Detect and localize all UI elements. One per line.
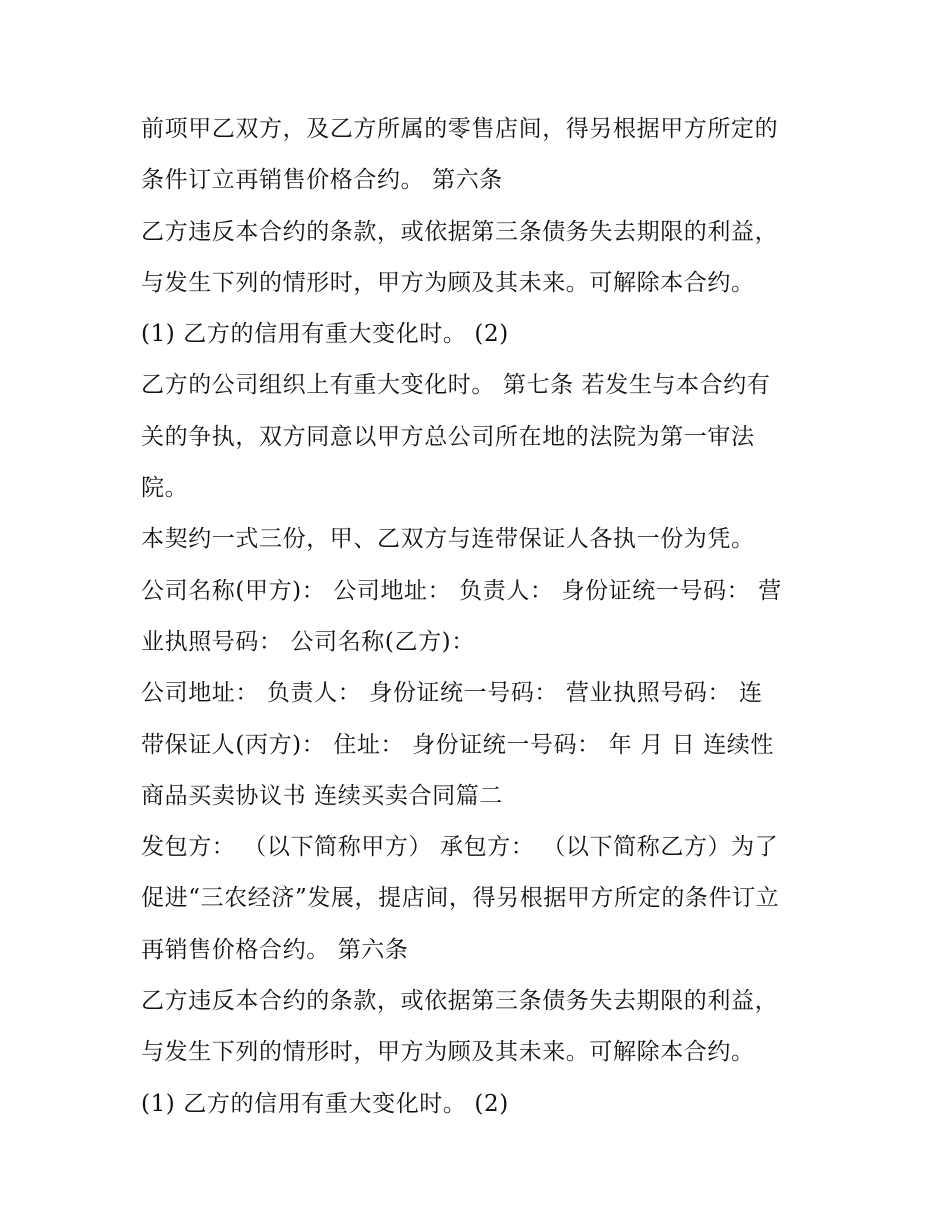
text-line: 带保证人(丙方)： 住址： 身份证统一号码： 年 月 日 连续性 [141,731,775,758]
text-line: 发包方： （以下简称甲方） 承包方： （以下简称乙方）为了 [141,834,779,861]
text-line: 乙方违反本合约的条款，或依据第三条债务失去期限的利益， [141,218,779,245]
text-line: 促进“三农经济”发展，提店间，得另根据甲方所定的条件订立 [141,885,780,912]
text-line: 院。 [141,475,189,502]
text-line: 与发生下列的情形时，甲方为顾及其未来。可解除本合约。 [141,1039,755,1066]
text-line: 公司名称(甲方)： 公司地址： 负责人： 身份证统一号码： 营 [141,577,782,604]
text-line: 公司地址： 负责人： 身份证统一号码： 营业执照号码： 连 [141,680,763,707]
text-line: 前项甲乙双方，及乙方所属的零售店间，得另根据甲方所定的 [141,116,779,142]
document-body [141,104,821,1130]
text-line: 条件订立再销售价格合约。 第六条 [141,167,503,194]
text-line: 乙方的公司组织上有重大变化时。 第七条 若发生与本合约有 [141,372,771,399]
text-line: 本契约一式三份，甲、乙双方与连带保证人各执一份为凭。 [141,526,755,553]
text-line: 再销售价格合约。 第六条 [141,936,409,963]
text-line: (1) 乙方的信用有重大变化时。 (2) [141,321,509,348]
text-line: 业执照号码： 公司名称(乙方)： [141,628,475,655]
text-line: 关的争执，双方同意以甲方总公司所在地的法院为第一审法 [141,423,755,450]
text-line: 商品买卖协议书 连续买卖合同篇二 [141,782,503,809]
text-line: 乙方违反本合约的条款，或依据第三条债务失去期限的利益， [141,988,779,1015]
text-line: (1) 乙方的信用有重大变化时。 (2) [141,1090,509,1117]
text-line: 与发生下列的情形时，甲方为顾及其未来。可解除本合约。 [141,269,755,296]
